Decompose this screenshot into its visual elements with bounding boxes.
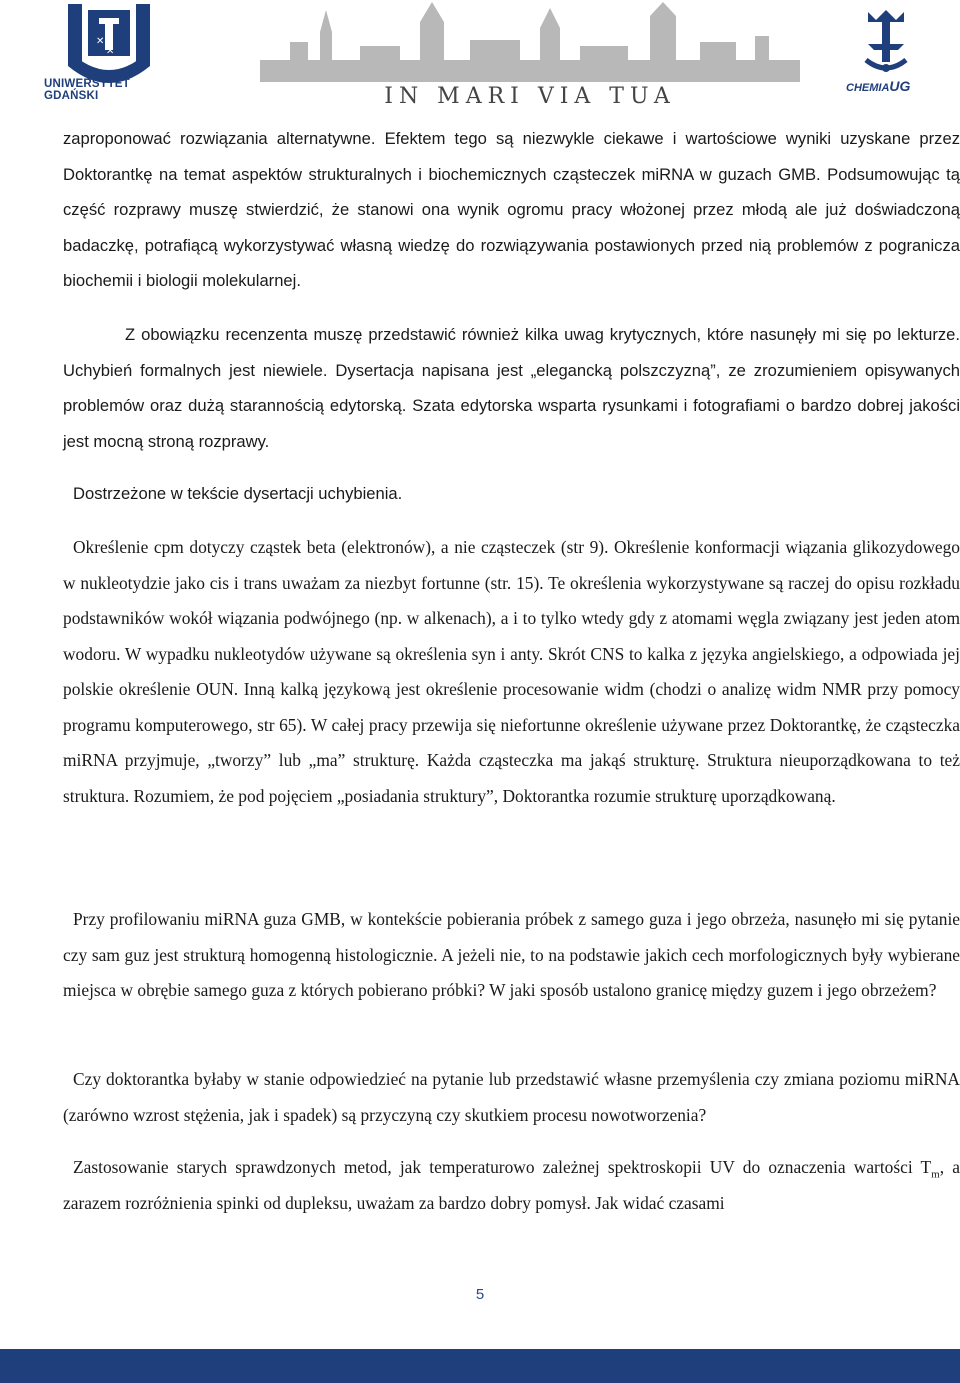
svg-text:✕: ✕ [106,46,115,57]
paragraph-1: zaproponować rozwiązania alternatywne. Efektem tego są niezwykle ciekawe i wartościowe wyniki uzyskane przez Doktorantkę na temat aspektów strukturalnych i biochemicznych cząsteczek miRNA w guzach GMB. Podsumowując tą część rozprawy muszę stwierdzić, że stanowi ona wynik ogromu pracy włożonej przez młodą ale już doświadczoną badaczkę, potrafiącą wykorzystywać własną wiedzę do rozwiązywania postawionych przed nią problemów z pogranicza biochemii i biologii molekularnej. [63,129,960,290]
university-name: UNIWERSYTET GDAŃSKI [44,78,130,102]
chemistry-logo-text: CHEMIA [846,82,890,94]
page-header [0,0,960,110]
paragraph-7 [63,1150,960,1221]
paragraph-3: Dostrzeżone w tekście dysertacji uchybienia. [73,484,403,503]
paragraph-2: Z obowiązku recenzenta muszę przedstawić również kilka uwag krytycznych, które nasunęły mi się po lekturze. Uchybień formalnych jest niewiele. Dysertacja napisana jest „elegancką polszczyzną”, ze zrozumieniem opisywanych problemów oraz dużą starannością edytorską. Szata edytorska wsparta rysunkami i fotografiami o bardzo dobrej jakości jest mocną stroną rozprawy. [63,325,960,451]
header-motto: IN MARI VIA TUA [384,84,676,109]
tm-subscript: m [931,1168,940,1181]
gdansk-skyline-icon [250,2,810,92]
paragraph-4: Określenie cpm dotyczy cząstek beta (elektronów), a nie cząsteczek (str 9). Określenie konformacji wiązania glikozydowego w nukleotydzie jako cis i trans uważam za niezbyt fortunne (str. 15). Te określenia wykorzystywane są raczej do opisu rozkładu podstawników wokół wiązania podwójnego (np. w alkenach), a i to tylko wtedy gdy z atomami węgla związany jest jeden atom wodoru. W wypadku nukleotydów używane są określenia syn i anty. Skrót CNS to kalka z języka angielskiego, a odpowiada jej polskie określenie OUN. Inną kalką językową jest określenie procesowanie widm (chodzi o analizę widm NMR przy pomocy programu komputerowego, str 65). W całej pracy przewija się niefortunne określenie używane przez Doktorantkę, że cząsteczka miRNA przyjmuje, „tworzy” lub „ma” strukturę. Każda cząsteczka ma jakąś strukturę. Struktura nieuporządkowana to też struktura. Rozumiem, że pod pojęciem „posiadania struktury”, Doktorantka rozumie strukturę uporządkowaną. [63,537,960,806]
chemistry-logo-suffix: UG [889,78,911,94]
paragraph-5: Przy profilowaniu miRNA guza GMB, w kontekście pobierania próbek z samego guza i jego obrzeża, nasunęło mi się pytanie czy sam guz jest strukturą homogenną histologicznie. A jeżeli nie, to na podstawie jakich cech morfologicznych były wybierane miejsca w obrębie samego guza z których pobierano próbki? W jaki sposób ustalono granicę między guzem i jego obrzeżem? [63,909,960,1000]
paragraph-7-end: , a zarazem rozróżnienia spinki od dupleksu, uważam za bardzo dobry pomysł. Jak widać czasami [63,1157,960,1213]
footer-bar [0,1349,960,1383]
paragraph-6: Czy doktorantka byłaby w stanie odpowiedzieć na pytanie lub przedstawić własne przemyślenia czy zmiana poziomu miRNA (zarówno wzrost stężenia, jak i spadek) są przyczyną czy skutkiem procesu nowotworzenia? [63,1069,960,1125]
paragraph-7-start: Zastosowanie starych sprawdzonych metod, jak temperaturowo zależnej spektroskopii UV do oznaczenia wartości T [73,1157,932,1177]
chemistry-faculty-name [846,78,936,94]
svg-text:✕: ✕ [96,36,105,47]
page-number: 5 [475,1286,485,1303]
